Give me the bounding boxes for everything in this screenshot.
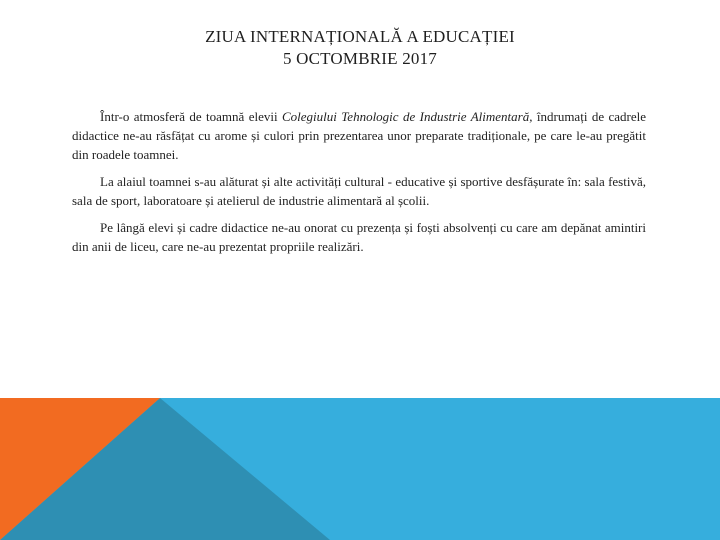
paragraph-1-italic: Colegiului Tehnologic de Industrie Alimentară, [281,109,533,124]
slide-title [0,26,720,70]
paragraph-1 [72,107,646,164]
slide-body [72,107,646,264]
title-line-1: ZIUA INTERNAȚIONALĂ A EDUCAȚIEI [205,27,515,46]
paragraph-1-end: îndrumați de cadrele didactice ne-au răsfățat cu arome și culori prin prezentarea unor preparate tradiționale, pe care le-au pregătit din roadele toamnei. [72,109,647,162]
paragraph-3: Pe lângă elevi și cadre didactice ne-au onorat cu prezența și foști absolvenți cu care am depănat amintiri din anii de liceu, care ne-au prezentat propriile realizări. [72,220,646,254]
paragraph-2: La alaiul toamnei s-au alăturat și alte activități cultural - educative și sportive desfășurate în: sala festivă, sala de sport, laboratoare și atelierul de industrie alimentară al școlii. [72,174,646,208]
decorative-bottom-band [0,398,720,540]
paragraph-1-start: Într-o atmosferă de toamnă elevii [100,109,282,124]
title-line-2: 5 OCTOMBRIE 2017 [282,49,437,68]
